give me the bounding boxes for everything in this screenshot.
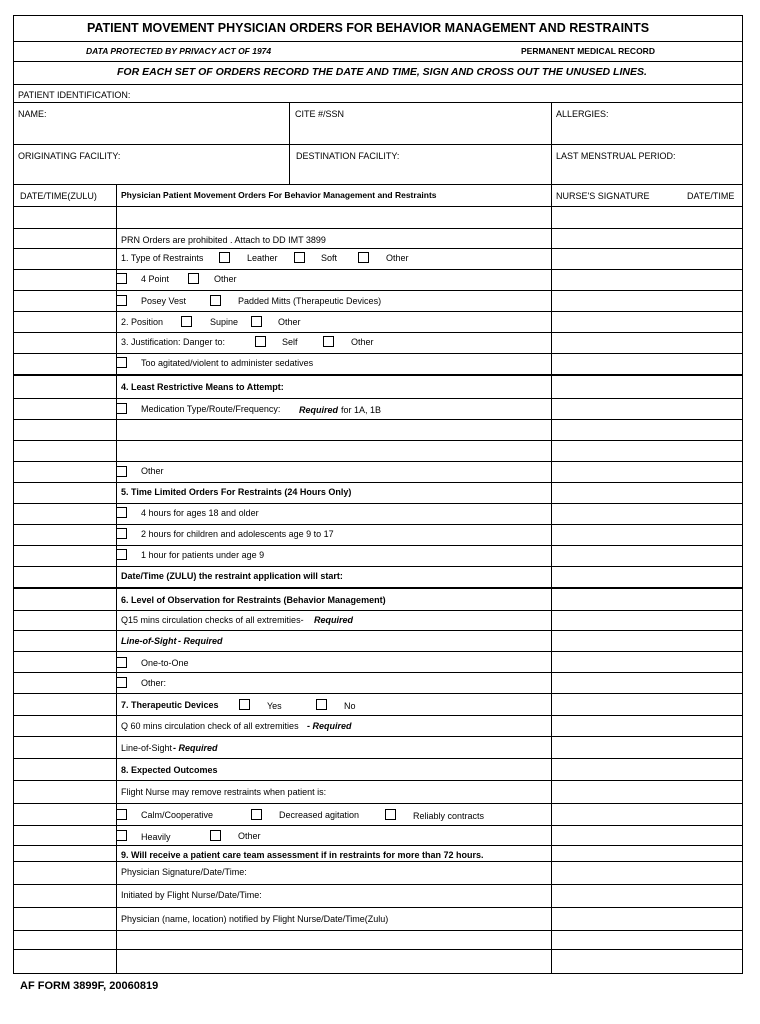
column-divider xyxy=(551,184,552,974)
row-line xyxy=(14,228,742,229)
padded-mitts-checkbox[interactable] xyxy=(210,295,221,306)
row-line xyxy=(14,461,742,462)
expected-outcomes-heading: 8. Expected Outcomes xyxy=(121,765,218,775)
originating-facility-field[interactable]: ORIGINATING FACILITY: xyxy=(18,151,121,161)
medication-for-1a1b: for 1A, 1B xyxy=(341,405,382,415)
row-line xyxy=(14,825,742,826)
supine-checkbox[interactable] xyxy=(181,316,192,327)
restraint-orders-form xyxy=(13,15,743,974)
heavily-label: Heavily xyxy=(141,832,171,842)
row-line xyxy=(14,503,742,504)
reliably-contracts-checkbox[interactable] xyxy=(385,809,396,820)
divider xyxy=(14,41,742,42)
row-line xyxy=(14,374,742,376)
nurse-signature-column-header: NURSE'S SIGNATURE xyxy=(556,191,650,201)
row-line xyxy=(14,736,742,737)
prn-note: PRN Orders are prohibited . Attach to DD IMT 3899 xyxy=(121,235,326,245)
divider xyxy=(289,102,290,184)
divider xyxy=(14,84,742,85)
four-point-other-checkbox[interactable] xyxy=(188,273,199,284)
heavily-checkbox[interactable] xyxy=(116,830,127,841)
orders-column-header: Physician Patient Movement Orders For Behavior Management and Restraints xyxy=(121,190,437,200)
divider xyxy=(14,102,742,103)
row-line xyxy=(14,398,742,399)
row-line xyxy=(14,566,742,567)
divider xyxy=(14,144,742,145)
posey-vest-checkbox[interactable] xyxy=(116,295,127,306)
row-line xyxy=(14,651,742,652)
soft-checkbox[interactable] xyxy=(294,252,305,263)
medication-required: Required xyxy=(299,405,339,415)
four-point-other-label: Other xyxy=(214,274,237,284)
padded-mitts-label: Padded Mitts (Therapeutic Devices) xyxy=(238,296,382,306)
instruction-text: FOR EACH SET OF ORDERS RECORD THE DATE AND TIME, SIGN AND CROSS OUT THE UNUSED LINES. xyxy=(117,66,647,78)
line-of-sight-required: - Required xyxy=(178,636,223,646)
position-other-label: Other xyxy=(278,317,301,327)
q15-required: Required xyxy=(314,615,354,625)
line-of-sight-label: Line-of-Sight xyxy=(121,636,177,646)
row-line xyxy=(14,758,742,759)
row-line xyxy=(14,269,742,270)
calm-checkbox[interactable] xyxy=(116,809,127,820)
soft-label: Soft xyxy=(321,253,338,263)
therapeutic-devices-heading: 7. Therapeutic Devices xyxy=(121,700,219,710)
restraint-other-label: Other xyxy=(386,253,409,263)
therapeutic-no-label: No xyxy=(344,701,356,711)
posey-vest-label: Posey Vest xyxy=(141,296,187,306)
privacy-notice: DATA PROTECTED BY PRIVACY ACT OF 1974 xyxy=(86,46,272,56)
physician-signature-field[interactable]: Physician Signature/Date/Time: xyxy=(121,867,247,877)
danger-self-label: Self xyxy=(282,337,298,347)
q60-required: - Required xyxy=(307,721,352,731)
row-line xyxy=(14,715,742,716)
line-of-sight-2-label: Line-of-Sight xyxy=(121,743,173,753)
least-restrictive-other-checkbox[interactable] xyxy=(116,466,127,477)
hours-4-label: 4 hours for ages 18 and older xyxy=(141,508,259,518)
row-line xyxy=(14,845,742,846)
row-line xyxy=(14,524,742,525)
destination-facility-field[interactable]: DESTINATION FACILITY: xyxy=(296,151,400,161)
cite-ssn-field[interactable]: CITE #/SSN xyxy=(295,109,345,119)
danger-other-checkbox[interactable] xyxy=(323,336,334,347)
physician-notified-field[interactable]: Physician (name, location) notified by Flight Nurse/Date/Time(Zulu) xyxy=(121,914,389,924)
row-line xyxy=(14,353,742,354)
position-label: 2. Position xyxy=(121,317,164,327)
therapeutic-no-checkbox[interactable] xyxy=(316,699,327,710)
restraint-other-checkbox[interactable] xyxy=(358,252,369,263)
row-line xyxy=(14,693,742,694)
hours-2-checkbox[interactable] xyxy=(116,528,127,539)
row-line xyxy=(14,672,742,673)
hours-1-checkbox[interactable] xyxy=(116,549,127,560)
divider xyxy=(14,61,742,62)
form-id: AF FORM 3899F, 20060819 xyxy=(20,980,159,992)
four-point-label: 4 Point xyxy=(141,274,170,284)
position-other-checkbox[interactable] xyxy=(251,316,262,327)
observation-other-checkbox[interactable] xyxy=(116,677,127,688)
medication-label: Medication Type/Route/Frequency: xyxy=(141,404,281,414)
four-point-checkbox[interactable] xyxy=(116,273,127,284)
supine-label: Supine xyxy=(210,317,239,327)
allergies-field[interactable]: ALLERGIES: xyxy=(556,109,609,119)
decreased-agitation-checkbox[interactable] xyxy=(251,809,262,820)
flight-nurse-remove-label: Flight Nurse may remove restraints when patient is: xyxy=(121,787,327,797)
q15-label: Q15 mins circulation checks of all extremities- xyxy=(121,615,304,625)
medication-checkbox[interactable] xyxy=(116,403,127,414)
start-time-label: Date/Time (ZULU) the restraint application will start: xyxy=(121,571,343,581)
row-line xyxy=(14,610,742,611)
row-line xyxy=(14,587,742,589)
form-title: PATIENT MOVEMENT PHYSICIAN ORDERS FOR BEHAVIOR MANAGEMENT AND RESTRAINTS xyxy=(87,21,650,35)
nurse-datetime-column-header: DATE/TIME xyxy=(687,191,735,201)
leather-label: Leather xyxy=(247,253,278,263)
patient-identification-label: PATIENT IDENTIFICATION: xyxy=(18,90,131,100)
justification-label: 3. Justification: Danger to: xyxy=(121,337,226,347)
hours-2-label: 2 hours for children and adolescents age 9 to 17 xyxy=(141,529,334,539)
heavily-other-label: Other xyxy=(238,831,261,841)
row-line xyxy=(14,884,742,885)
row-line xyxy=(14,930,742,931)
row-line xyxy=(14,248,742,249)
reliably-contracts-label: Reliably contracts xyxy=(413,811,485,821)
row-line xyxy=(14,419,742,420)
lmp-field[interactable]: LAST MENSTRUAL PERIOD: xyxy=(556,151,676,161)
row-line xyxy=(14,206,742,207)
danger-self-checkbox[interactable] xyxy=(255,336,266,347)
least-restrictive-heading: 4. Least Restrictive Means to Attempt: xyxy=(121,382,284,392)
observation-other-label: Other: xyxy=(141,678,167,688)
therapeutic-yes-checkbox[interactable] xyxy=(239,699,250,710)
row-line xyxy=(14,545,742,546)
hours-1-label: 1 hour for patients under age 9 xyxy=(141,550,265,560)
initiated-by-field[interactable]: Initiated by Flight Nurse/Date/Time: xyxy=(121,890,262,900)
restraint-type-label: 1. Type of Restraints xyxy=(121,253,204,263)
name-field[interactable]: NAME: xyxy=(18,109,47,119)
row-line xyxy=(14,907,742,908)
time-limited-heading: 5. Time Limited Orders For Restraints (24 Hours Only) xyxy=(121,487,352,497)
row-line xyxy=(14,780,742,781)
row-line xyxy=(14,630,742,631)
one-to-one-checkbox[interactable] xyxy=(116,657,127,668)
q60-label: Q 60 mins circulation check of all extremities xyxy=(121,721,299,731)
row-line xyxy=(14,803,742,804)
therapeutic-yes-label: Yes xyxy=(267,701,282,711)
heavily-other-checkbox[interactable] xyxy=(210,830,221,841)
too-agitated-checkbox[interactable] xyxy=(116,357,127,368)
row-line xyxy=(14,440,742,441)
least-restrictive-other-label: Other xyxy=(141,466,164,476)
assessment-heading: 9. Will receive a patient care team assessment if in restraints for more than 72 hours. xyxy=(121,850,484,860)
too-agitated-label: Too agitated/violent to administer sedatives xyxy=(141,358,314,368)
divider xyxy=(551,102,552,184)
line-of-sight-2-required: - Required xyxy=(173,743,218,753)
danger-other-label: Other xyxy=(351,337,374,347)
divider xyxy=(14,184,742,185)
row-line xyxy=(14,949,742,950)
datetime-column-header: DATE/TIME(ZULU) xyxy=(20,191,97,201)
row-line xyxy=(14,332,742,333)
row-line xyxy=(14,311,742,312)
row-line xyxy=(14,861,742,862)
decreased-agitation-label: Decreased agitation xyxy=(279,810,360,820)
calm-label: Calm/Cooperative xyxy=(141,810,214,820)
row-line xyxy=(14,290,742,291)
leather-checkbox[interactable] xyxy=(219,252,230,263)
row-line xyxy=(14,482,742,483)
level-observation-heading: 6. Level of Observation for Restraints (Behavior Management) xyxy=(121,595,386,605)
one-to-one-label: One-to-One xyxy=(141,658,189,668)
hours-4-checkbox[interactable] xyxy=(116,507,127,518)
record-type: PERMANENT MEDICAL RECORD xyxy=(521,46,655,56)
